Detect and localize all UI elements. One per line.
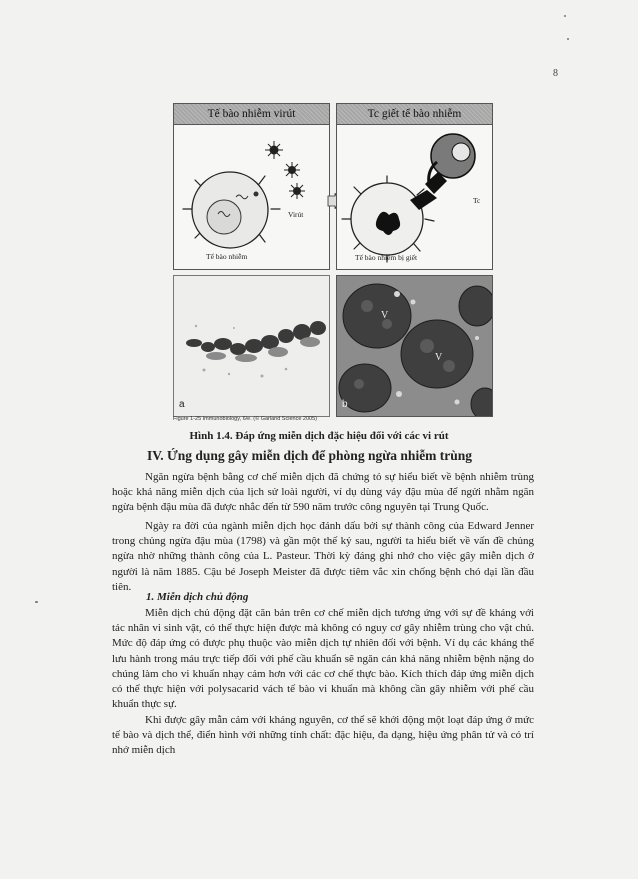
micrograph-b bbox=[336, 275, 493, 417]
micrograph-a-image bbox=[174, 276, 329, 416]
figure-1-4 bbox=[173, 103, 493, 416]
panel-letter-a: a bbox=[179, 399, 185, 410]
panel-letter-b: b bbox=[342, 399, 348, 410]
page-number: 8 bbox=[553, 68, 558, 79]
scan-speck bbox=[35, 601, 38, 603]
tc-kill-panel bbox=[336, 103, 493, 270]
tc-kill-diagram bbox=[337, 124, 492, 269]
subsection-heading: 1. Miễn dịch chủ động bbox=[146, 591, 249, 603]
virus-label: Virút bbox=[288, 210, 304, 219]
tc-label: Tc bbox=[473, 196, 481, 205]
figure-credit: Figure 1-25 Immunobiology, 6/e. (© Garland Science 2005) bbox=[173, 416, 317, 422]
paragraph: Miễn dịch chủ động đặt căn bản trên cơ chế miễn dịch tương ứng với sự đề kháng với tác nhân vi sinh vật, có thể thực hiện được mà không có nguy cơ gây nhiễm trùng cho vật chủ. Mức độ đáp ứng có được phụ thuộc vào miễn dịch tự nhiên đối với bệnh. Ví dụ các kháng thể lưu hành trong máu trực tiếp đối với phế cầu khuẩn sẽ ngăn cản khả năng nhiễm bệnh nặng do chúng làm cho vi khuẩn nhạy cảm hơn với các cơ chế thực bào. Kích thích đáp ứng miễn dịch có thể thực hiện với polysacarid vách tế bào vi khuẩn mà không cần gây nhiễm với phế cầu khuẩn thực sự. bbox=[112, 607, 534, 711]
paragraph: Ngăn ngừa bệnh bằng cơ chế miễn dịch đã chứng tỏ sự hiểu biết về bệnh nhiễm trùng hoặc khả năng miễn dịch của lịch sử loài người, ví dụ dùng vảy đậu mùa để ngửi nhằm ngăn ngừa bệnh đậu mùa đã được nhắc đến từ 590 năm trước công nguyên tại Trung Quốc. bbox=[112, 471, 534, 514]
micrograph-b-image bbox=[337, 276, 492, 416]
paragraph: Khi được gây mẫn cảm với kháng nguyên, cơ thể sẽ khởi động một loạt đáp ứng ở mức tế bào và dịch thể, điển hình với những tính chất: đặc hiệu, đa dạng, hiệu ứng phân tử và có trí nhớ miễn dịch bbox=[112, 714, 534, 757]
infected-cell-label: Tế bào nhiễm bbox=[206, 252, 248, 261]
micrograph-v-label-2: V bbox=[435, 352, 443, 363]
micrograph-a bbox=[173, 275, 330, 417]
infected-cell-diagram bbox=[174, 124, 329, 269]
right-panel-header: Tc giết tế bào nhiễm bbox=[337, 104, 492, 125]
section-heading: IV. Ứng dụng gây miễn dịch để phòng ngừa nhiễm trùng bbox=[147, 448, 473, 463]
infected-cell-panel bbox=[173, 103, 330, 270]
scan-speck bbox=[567, 38, 569, 40]
figure-caption: Hình 1.4. Đáp ứng miễn dịch đặc hiệu đối với các vi rút bbox=[189, 430, 449, 442]
micrograph-v-label: V bbox=[381, 310, 389, 321]
scan-speck bbox=[564, 15, 566, 17]
killed-cell-label: Tế bào nhiễm bị giết bbox=[355, 253, 418, 262]
left-panel-header: Tế bào nhiễm virút bbox=[174, 104, 329, 125]
paragraph: Ngày ra đời của ngành miễn dịch học đánh dấu bởi sự thành công của Edward Jenner trong chủng ngừa đậu mùa (1798) và gần một thế kỷ sau, người ta hiểu biết về vấn đề chủng ngừa nhờ những thành công của L. Pasteur. Thời kỳ đáng ghi nhớ cho việc gây miễn dịch ở người là năm 1885. Cậu bé Joseph Meister đã được tiêm vắc xin chống bệnh chó dại lần đầu tiên. bbox=[112, 520, 534, 593]
